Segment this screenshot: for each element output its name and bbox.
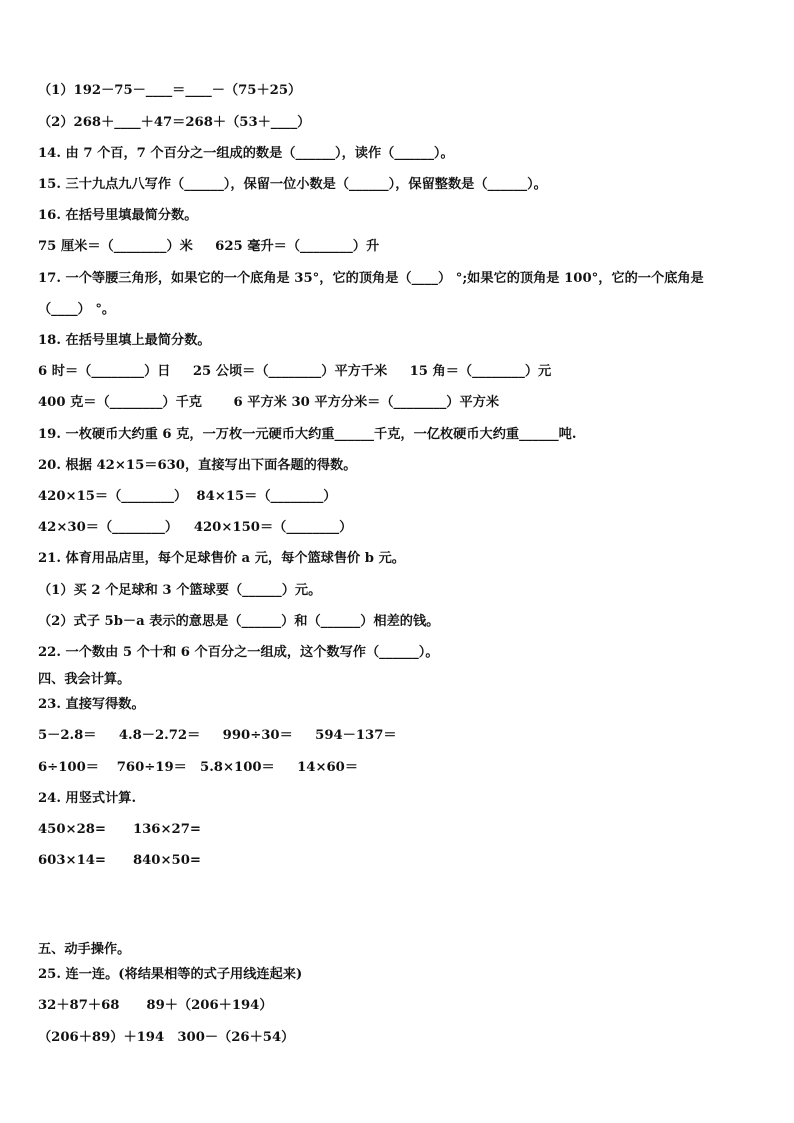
problem-24: 24. 用竖式计算. [38, 791, 137, 806]
section-4-heading: 四、我会计算。 [38, 672, 131, 687]
problem-16-items: 75 厘米＝（________）米 625 毫升＝（________）升 [38, 239, 380, 254]
problem-18-items-row-2: 400 克＝（________）千克 6 平方米 30 平方分米＝（________）平方米 [38, 395, 500, 410]
problem-15: 15. 三十九点九八写作（______），保留一位小数是（______），保留整数是（______）。 [38, 177, 547, 192]
problem-21-part-2: （2）式子 5b－a 表示的意思是（______）和（______）相差的钱。 [38, 614, 440, 629]
problem-25-items-row-2: （206＋89）＋194 300－（26＋54） [38, 1030, 295, 1045]
problem-17-continued: （____） °。 [38, 302, 116, 317]
problem-14: 14. 由 7 个百，7 个百分之一组成的数是（______），读作（______）。 [38, 146, 454, 161]
problem-23-items-row-2: 6÷100＝ 760÷19＝ 5.8×100＝ 14×60＝ [38, 760, 359, 775]
problem-24-items-row-2: 603×14= 840×50= [38, 853, 201, 868]
problem-20: 20. 根据 42×15＝630，直接写出下面各题的得数。 [38, 458, 357, 473]
problem-23-items-row-1: 5－2.8＝ 4.8－2.72＝ 990÷30＝ 594－137＝ [38, 728, 397, 743]
problem-24-items-row-1: 450×28= 136×27= [38, 822, 201, 837]
problem-21: 21. 体育用品店里，每个足球售价 a 元，每个篮球售价 b 元。 [38, 551, 405, 566]
problem-20-items-row-2: 42×30＝（________） 420×150＝（________） [38, 520, 353, 535]
problem-16: 16. 在括号里填最简分数。 [38, 208, 198, 223]
problem-23: 23. 直接写得数。 [38, 697, 145, 712]
problem-18-items-row-1: 6 时＝（________）日 25 公顷＝（________）平方千米 15 角＝（________）元 [38, 364, 552, 379]
problem-21-part-1: （1）买 2 个足球和 3 个篮球要（______）元。 [38, 583, 322, 598]
section-5-heading: 五、动手操作。 [38, 942, 131, 957]
problem-25-items-row-1: 32＋87＋68 89＋（206＋194） [38, 998, 273, 1013]
problem-22: 22. 一个数由 5 个十和 6 个百分之一组成，这个数写作（______）。 [38, 645, 439, 660]
problem-18: 18. 在括号里填上最简分数。 [38, 333, 211, 348]
problem-25: 25. 连一连。(将结果相等的式子用线连起来) [38, 967, 303, 982]
problem-13-part-1: （1）192－75－____＝____－（75＋25） [38, 83, 302, 98]
problem-17: 17. 一个等腰三角形，如果它的一个底角是 35°，它的顶角是（____） °;如果它的顶角是 100°，它的一个底角是 [38, 271, 704, 286]
problem-13-part-2: （2）268＋____＋47＝268＋（53＋____） [38, 115, 311, 130]
problem-20-items-row-1: 420×15＝（________） 84×15＝（________） [38, 489, 337, 504]
problem-19: 19. 一枚硬币大约重 6 克，一万枚一元硬币大约重______千克，一亿枚硬币大约重______吨. [38, 427, 577, 442]
